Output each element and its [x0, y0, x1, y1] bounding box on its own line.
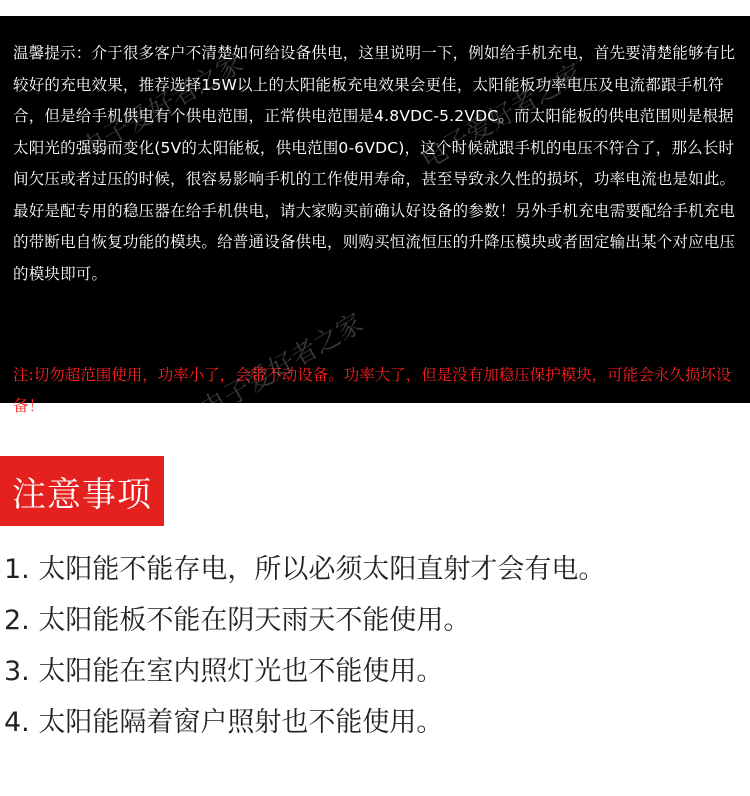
notice-panel: [0, 16, 750, 426]
notice-paragraph: 温馨提示：介于很多客户不清楚如何给设备供电，这里说明一下，例如给手机充电，首先要清楚能够有比较好的充电效果，推荐选择15W以上的太阳能板充电效果会更佳，太阳能板功率电压及电流都跟手机符合，但是给手机供电有个供电范围，正常供电范围是4.8VDC-5.2VDC。而太阳能板的供电范围则是根据太阳光的强弱而变化(5V的太阳能板，供电范围0-6VDC)，这个时候就跟手机的电压不符合了，那么长时间欠压或者过压的时候，很容易影响手机的工作使用寿命，甚至导致永久性的损坏，功率电流也是如此。最好是配专用的稳压器在给手机供电，请大家购买前确认好设备的参数！另外手机充电需要配给手机充电的带断电自恢复功能的模块。给普通设备供电，则购买恒流恒压的升降压模块或者固定输出某个对应电压的模块即可。: [13, 44, 736, 283]
warning-text: 注:切勿超范围使用，功率小了，会带不动设备。功率大了，但是没有加稳压保护模块，可能会永久损坏设备！: [13, 366, 732, 415]
section-title: 注意事项: [12, 474, 152, 515]
list-item: 4. 太阳能隔着窗户照射也不能使用。: [4, 707, 444, 738]
list-item: 2. 太阳能板不能在阴天雨天不能使用。: [4, 605, 471, 636]
notes-list: [4, 544, 605, 748]
watermark-text: 电子爱好者之家: [75, 48, 249, 166]
list-item: 1. 太阳能不能存电，所以必须太阳直射才会有电。: [4, 554, 606, 585]
section-header: [0, 456, 164, 526]
list-item: 3. 太阳能在室内照灯光也不能使用。: [4, 656, 444, 687]
watermark-text: 电子爱好者之家: [195, 308, 369, 426]
watermark-text: 电子爱好者之家: [415, 58, 589, 176]
